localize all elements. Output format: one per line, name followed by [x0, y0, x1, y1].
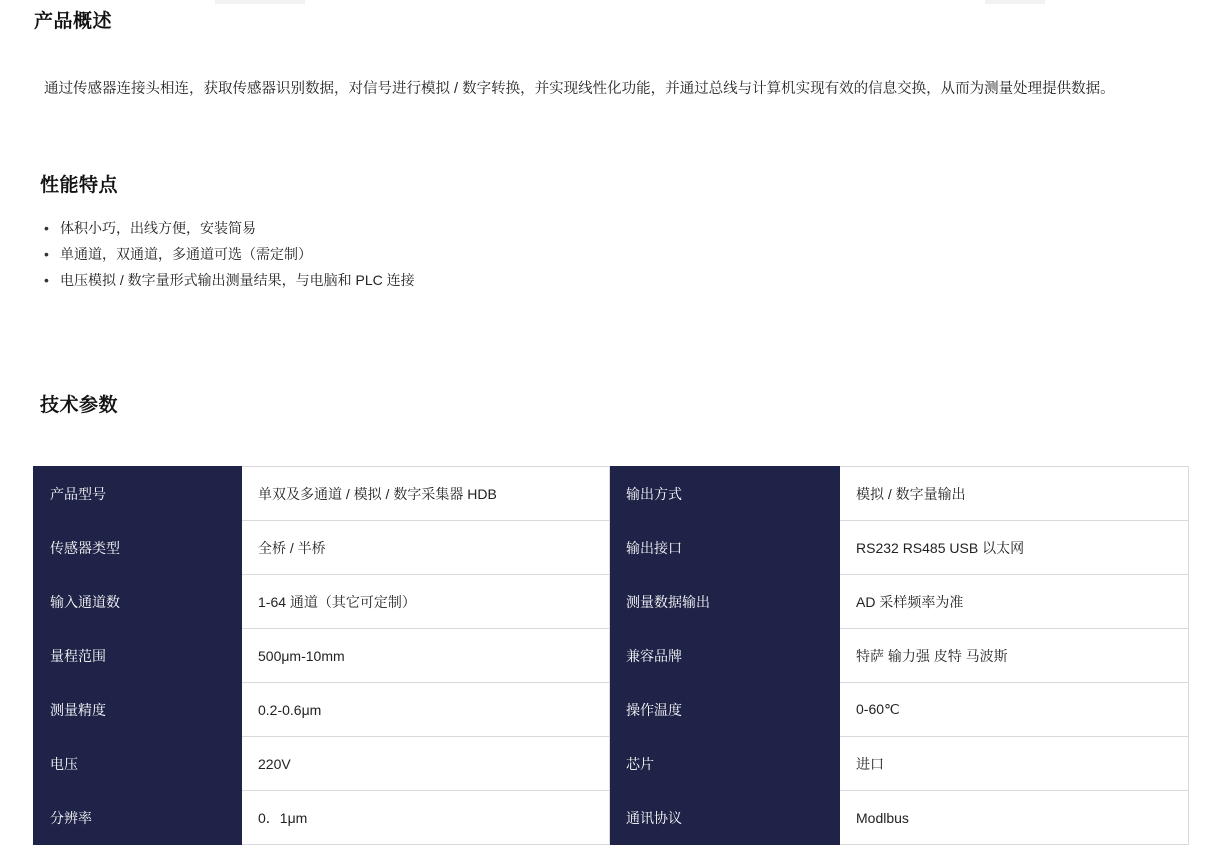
- spec-value: 单双及多通道 / 模拟 / 数字采集器 HDB: [242, 467, 610, 521]
- table-row: [34, 467, 1189, 521]
- list-item: [44, 267, 415, 293]
- spec-value: Modlbus: [840, 791, 1189, 845]
- list-item: [44, 241, 415, 267]
- spec-label: 测量数据输出: [610, 575, 840, 629]
- spec-value: 特萨 输力强 皮特 马波斯: [840, 629, 1189, 683]
- spec-label: 产品型号: [34, 467, 242, 521]
- specifications-heading: 技术参数: [40, 395, 119, 416]
- spec-value: 进口: [840, 737, 1189, 791]
- spec-label: 输出接口: [610, 521, 840, 575]
- specifications-table: [33, 466, 1189, 845]
- spec-value: 模拟 / 数字量输出: [840, 467, 1189, 521]
- spec-value: 500μm-10mm: [242, 629, 610, 683]
- feature-text: 体积小巧，出线方便，安装简易: [60, 220, 256, 236]
- table-row: [34, 629, 1189, 683]
- feature-text: 电压模拟 / 数字量形式输出测量结果，与电脑和 PLC 连接: [60, 272, 415, 288]
- spec-label: 量程范围: [34, 629, 242, 683]
- feature-text: 单通道，双通道，多通道可选（需定制）: [60, 246, 312, 262]
- spec-value: 0.2-0.6μm: [242, 683, 610, 737]
- features-list: [22, 215, 415, 293]
- spec-label: 操作温度: [610, 683, 840, 737]
- table-row: [34, 791, 1189, 845]
- table-row: [34, 737, 1189, 791]
- spec-value: 1-64 通道（其它可定制）: [242, 575, 610, 629]
- scan-artifact: [215, 0, 305, 4]
- table-row: [34, 575, 1189, 629]
- spec-label: 通讯协议: [610, 791, 840, 845]
- spec-label: 兼容品牌: [610, 629, 840, 683]
- scan-artifact: [985, 0, 1045, 4]
- features-heading: 性能特点: [40, 175, 119, 196]
- spec-value: 0．1μm: [242, 791, 610, 845]
- list-item: [44, 215, 415, 241]
- spec-label: 电压: [34, 737, 242, 791]
- table-row: [34, 683, 1189, 737]
- spec-label: 传感器类型: [34, 521, 242, 575]
- spec-value: 220V: [242, 737, 610, 791]
- spec-label: 输入通道数: [34, 575, 242, 629]
- spec-value: 全桥 / 半桥: [242, 521, 610, 575]
- spec-value: 0-60℃: [840, 683, 1189, 737]
- spec-label: 分辨率: [34, 791, 242, 845]
- overview-paragraph: [34, 75, 1184, 103]
- spec-value: AD 采样频率为准: [840, 575, 1189, 629]
- table-row: [34, 521, 1189, 575]
- spec-label: 测量精度: [34, 683, 242, 737]
- overview-paragraph-text: 通过传感器连接头相连，获取传感器识别数据，对信号进行模拟 / 数字转换，并实现线性化功能，并通过总线与计算机实现有效的信息交换，从而为测量处理提供数据。: [44, 80, 1115, 97]
- overview-heading: 产品概述: [34, 11, 113, 32]
- spec-label: 芯片: [610, 737, 840, 791]
- spec-label: 输出方式: [610, 467, 840, 521]
- spec-value: RS232 RS485 USB 以太网: [840, 521, 1189, 575]
